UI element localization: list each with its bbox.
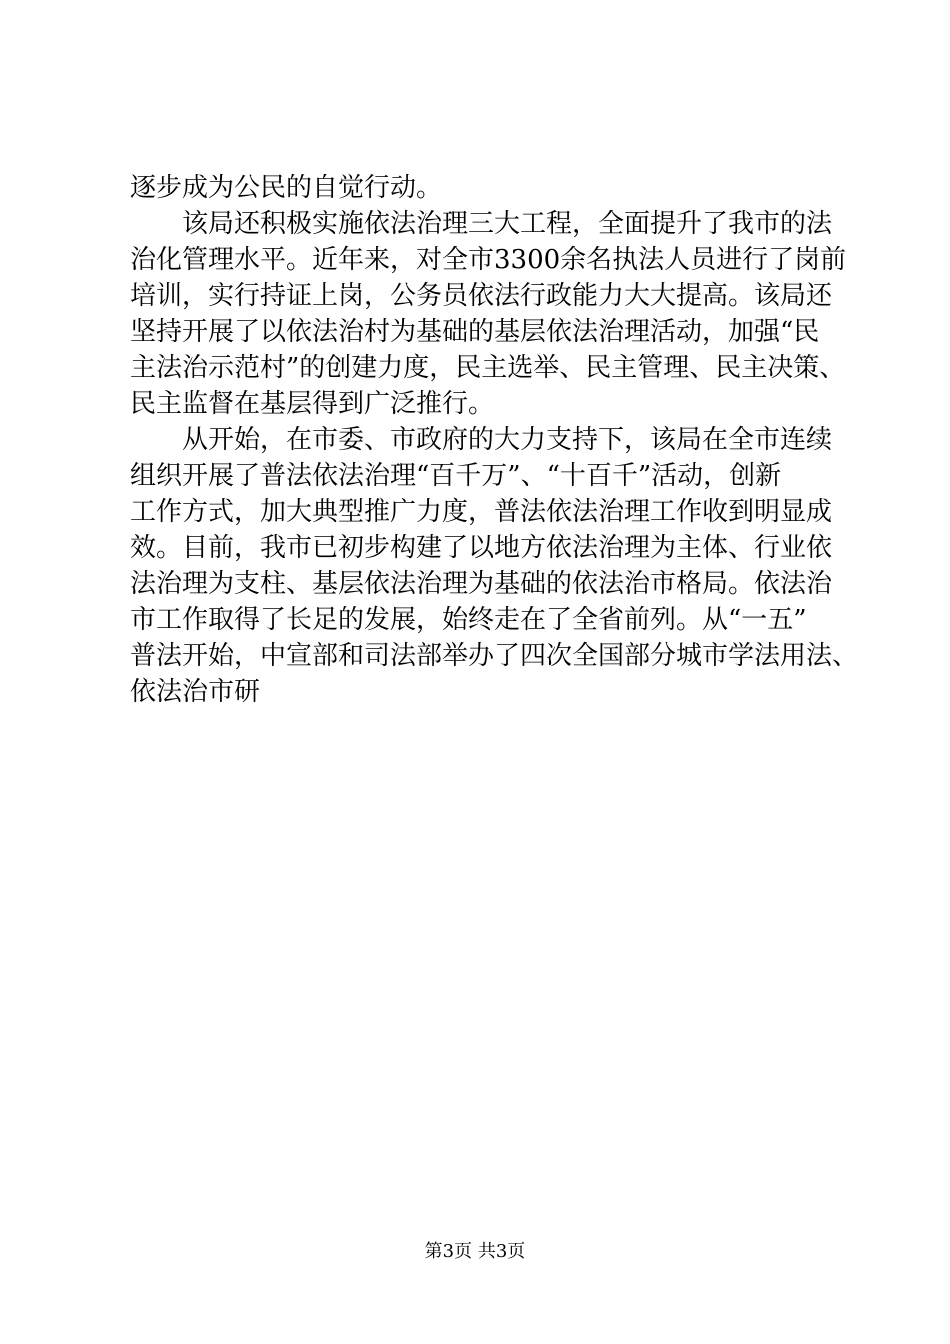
text-line: 坚持开展了以依法治村为基础的基层依法治理活动，加强“民 [130,317,820,347]
text-line: 逐步成为公民的自觉行动。 [130,173,443,203]
text-line: 普法开始，中宣部和司法部举办了四次全国部分城市学法用法、 [130,641,859,671]
text-line: 培训，实行持证上岗，公务员依法行政能力大大提高。该局还 [130,281,833,311]
text-line: 市工作取得了长足的发展，始终走在了全省前列。从“一五” [130,605,807,635]
page-number-footer: 第3页 共3页 [424,1241,526,1262]
text-line: 民主监督在基层得到广泛推行。 [130,389,495,419]
text-line: 法治理为支柱、基层依法治理为基础的依法治市格局。依法治 [130,569,833,599]
text-line: 效。目前，我市已初步构建了以地方依法治理为主体、行业依 [130,533,833,563]
text-line: 治化管理水平。近年来，对全市3300余名执法人员进行了岗前 [130,245,847,275]
text-line: 组织开展了普法依法治理“百千万”、“十百千”活动，创新 [130,461,782,491]
text-line: 工作方式，加大典型推广力度，普法依法治理工作收到明显成 [130,497,833,527]
text-line: 该局还积极实施依法治理三大工程，全面提升了我市的法 [182,209,833,239]
text-line: 主法治示范村”的创建力度，民主选举、民主管理、民主决策、 [130,353,846,383]
text-line: 从开始，在市委、市政府的大力支持下，该局在全市连续 [182,425,833,455]
text-line: 依法治市研 [130,677,261,707]
